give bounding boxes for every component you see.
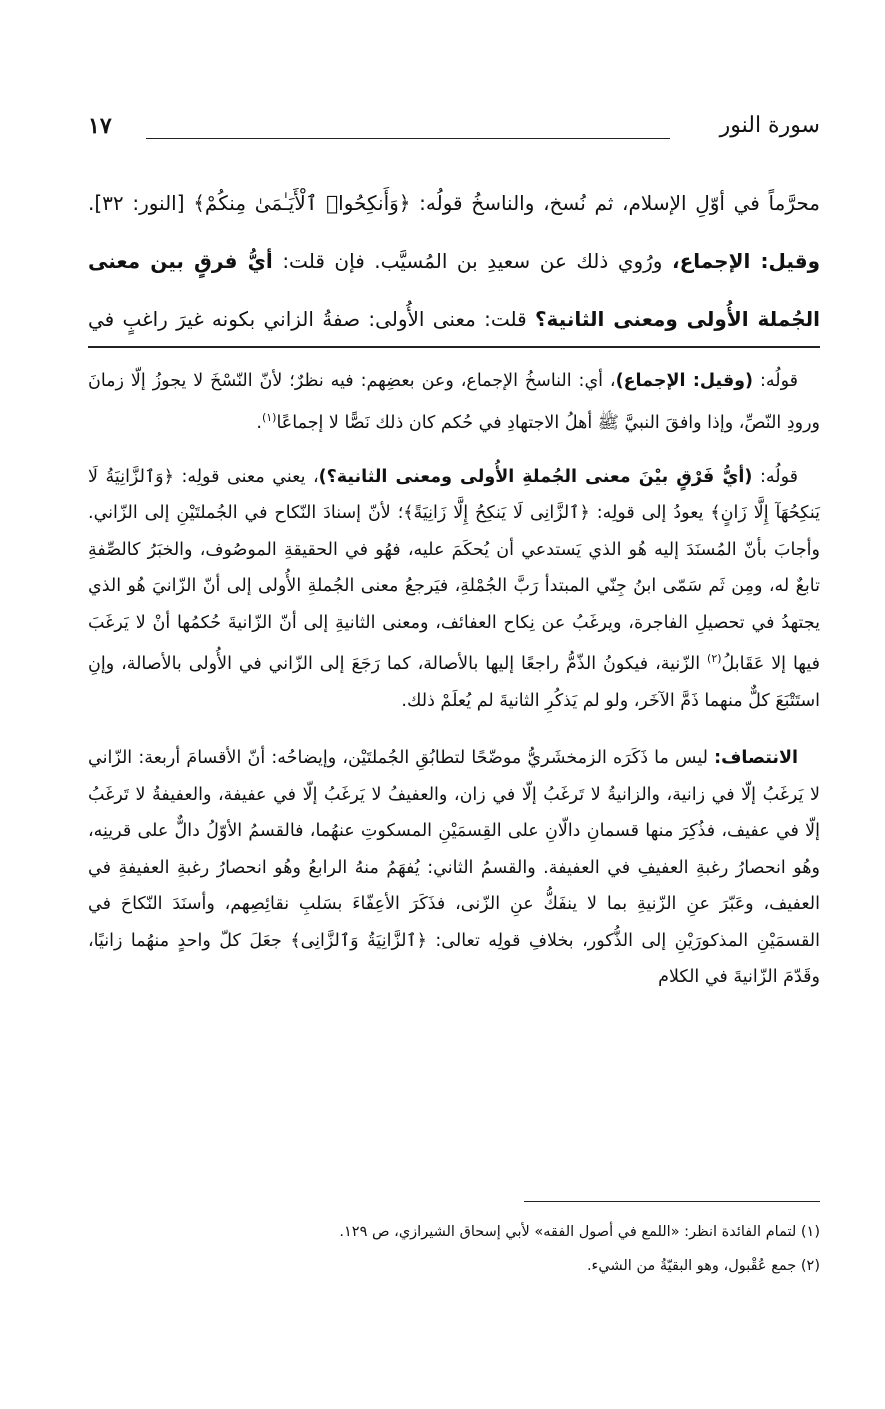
commentary-paragraph-2: قولُه: (أيُّ فَرْقٍ بيْنَ معنى الجُملةِ الأُولى ومعنى الثانية؟)، يعني معنى قولِه: ﴿وَٱلزَّانِيَةُ لَا يَنكِحُهَآ إِلَّا زَانٍ﴾ يعودُ إلى قولِه: ﴿ٱلزَّانِى لَا يَنكِحُ إِلَّا زَانِيَةً﴾؛ لأنّ إسنادَ النّكاح في الجُملتَيْنِ إلى الزّاني. وأجابَ بأنّ المُسنَدَ إليه هُو الذي يَستدعي أن يُحكَمَ عليه، فهُو في الحقيقةِ الموصُوف، والخبَرُ كالصِّفةِ تابعٌ له، ومِن ثَم سَمّى ابنُ جِنّي المبتدأ رَبَّ الجُمْلةِ، فيَرجعُ معنى الجُملةِ الأُولى إلى أنّ الزّانيَ هُو الذي يجتهدُ في تحصيلِ الفاجرة، ويرغَبُ عن نِكاح العفائف، ومعنى الثانيةِ إلى أنّ الزّانيةَ حُكمُها أنْ لا يَرغَبَ فيها إلا عَقَابلُ$^{(٢)}$ الزّنية، فيكونُ الذّمُّ راجعًا إليها بالأصالة، كما رَجَعَ إلى الزّاني في الأُولى بالأصالة، وإنِ استَتْبَعَ كلٌّ منهما ذَمَّ الآخَر، ولو لم يَذكُرِ الثانيةَ لم يُعلَمْ ذلك. [88,466,820,711]
page-number: ١٧ [88,113,112,139]
book-page [88,108,820,1348]
footnote-2: (٢) جمع عُقْبول، وهو البقيّةُ من الشيء. [586,1258,820,1274]
header-rule [146,138,670,139]
main-line-1: محرَّماً في أوّلِ الإسلام، ثم نُسخ، والناسخُ قولُه: ﴿وَأَنكِحُوا۟ ٱلْأَيَـٰمَىٰ مِنكُمْ﴾ [النور: ٣٢]. [88,191,820,215]
surah-title: سورة النور [719,113,820,138]
page-header [88,108,820,148]
commentary-paragraph-3: الانتصاف: ليس ما ذَكَرَه الزمخشَريُّ موضّحًا لتطابُقِ الجُملتَيْن، وإيضاحُه: أنّ الأقسامَ أربعة: الزّاني لا يَرغَبُ إلّا في زانية، والزانيةُ لا تَرغَبُ إلّا في زان، والعفيفُ لا يَرغَبُ إلّا في عفيفة، والعفيفةُ لا تَرغَبُ إلّا في عفيف، فذُكِرَ منها قسمانِ دالّانِ على القِسمَيْنِ المسكوتِ عنهُما، فالقسمُ الأوّلُ دالٌّ على قرينِه، وهُو انحصارُ رغبةِ العفيفِ في العفيفة. والقسمُ الثاني: يُفهَمُ منهُ الرابعُ وهُو انحصارُ رغبةِ العفيفةِ في العفيف، وعَبّرَ عنِ الزّنيةِ بما لا ينفَكُّ عنِ الزّنى، فذَكَرَ الأعِفّاءَ بسَلبِ نقائِصِهم، وأسنَدَ النّكاحَ في القسمَيْنِ المذكورَيْنِ إلى الذُّكور، بخلافِ قولِه تعالى: ﴿ٱلزَّانِيَةُ وَٱلزَّانِى﴾ جعَلَ كلّ واحدٍ منهُما زانيًا، وقَدّمَ الزّانيةَ في الكلام [88,748,820,988]
main-line-2: وقيل: الإجماع، ورُوي ذلك عن سعيدِ بن المُسيَّب. فإن قلت: أيُّ فرقٍ بين معنى [88,249,821,273]
commentary-paragraph-1: قولُه: (وقيل: الإجماع)، أي: الناسخُ الإجماع، وعن بعضِهم: فيه نظرٌ؛ لأنّ النّسْخَ لا يجوزُ إلّا زمانَ ورودِ النّصِّ، وإذا وافقَ النبيَّ ﷺ أهلُ الاجتهادِ في حُكم كان ذلك نَصًّا لا إجماعًا$^{(١)}$. [88,371,820,433]
footnote-ref-1: (١) [261,410,277,424]
footnote-1: (١) لتمام الفائدة انظر: «اللمع في أصول الفقه» لأبي إسحاق الشيرازي، ص ١٢٩. [339,1224,820,1240]
footnotes [88,1215,820,1283]
footnote-ref-2: (٢) [707,652,722,666]
footnote-rule [524,1201,820,1202]
main-text [88,174,820,348]
main-line-3: الجُملة الأُولى ومعنى الثانية؟ قلت: معنى الأُولى: صفةُ الزاني بكونه غيرَ راغبٍ في [88,307,820,331]
commentary [88,346,820,996]
